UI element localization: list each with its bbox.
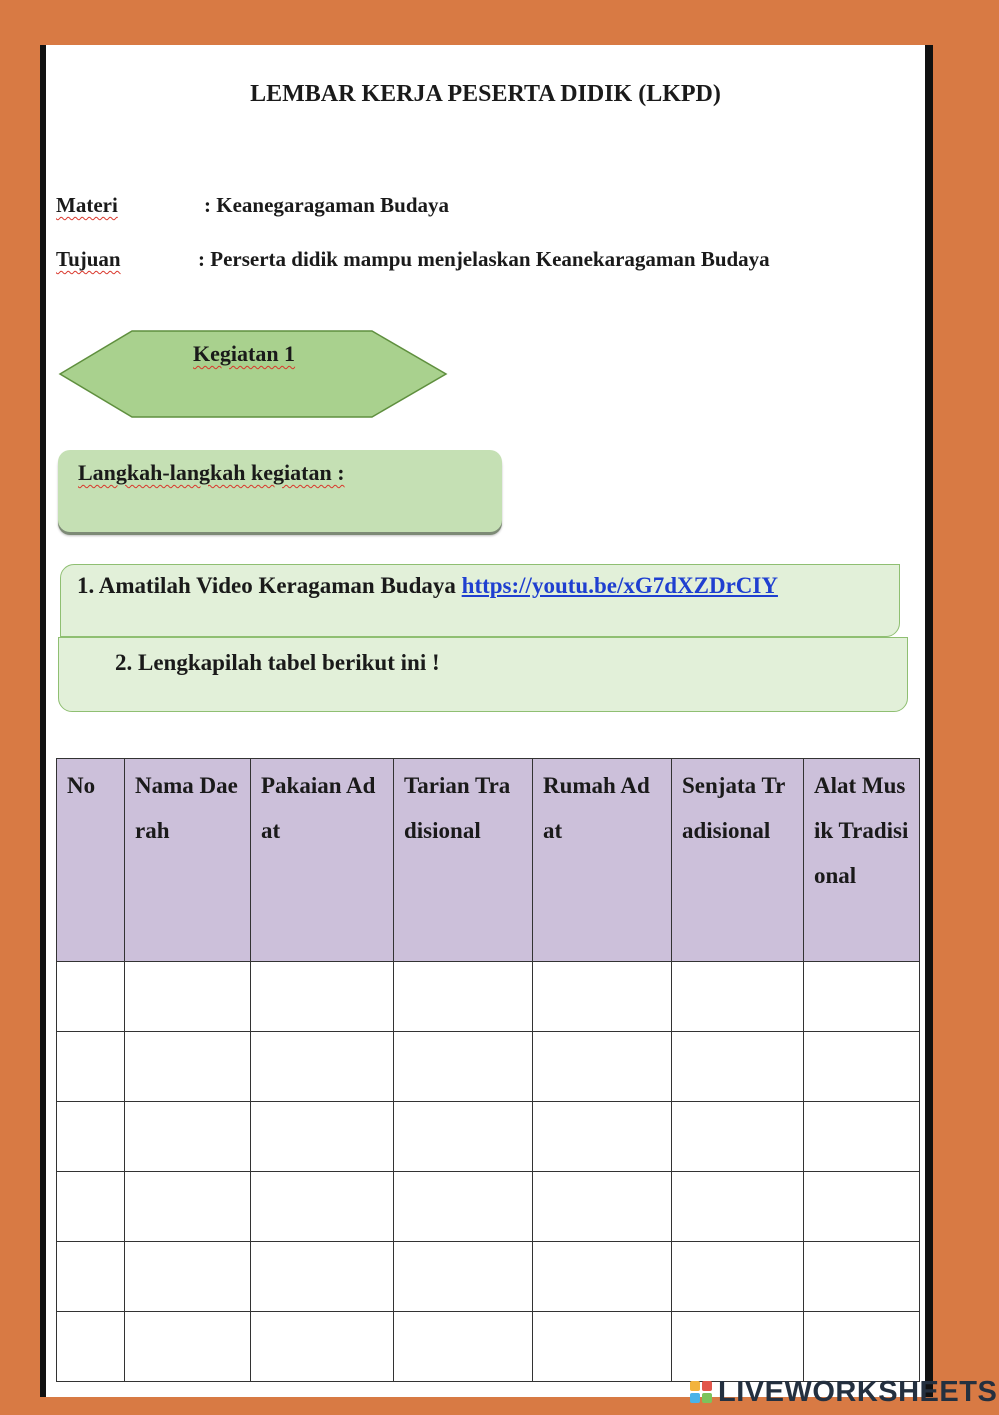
- table-cell[interactable]: [533, 1032, 672, 1102]
- header-alat-musik-tradisional: Alat Musik Tradisional: [804, 759, 920, 962]
- table-cell[interactable]: [672, 962, 804, 1032]
- table-cell[interactable]: [394, 962, 533, 1032]
- steps-header-box: [58, 450, 502, 532]
- table-cell[interactable]: [672, 1032, 804, 1102]
- table-cell[interactable]: [251, 1172, 394, 1242]
- steps-header-text: Langkah-langkah kegiatan :: [78, 460, 345, 485]
- step-1: [77, 573, 778, 599]
- table-cell[interactable]: [57, 962, 125, 1032]
- step-2-box: [58, 637, 908, 712]
- kegiatan-label: Kegiatan 1: [193, 341, 296, 366]
- header-no: No: [57, 759, 125, 962]
- step-2-text: 2. Lengkapilah tabel berikut ini !: [115, 650, 440, 675]
- table-cell[interactable]: [125, 1102, 251, 1172]
- table-cell[interactable]: [533, 1242, 672, 1312]
- table-cell[interactable]: [57, 1102, 125, 1172]
- table-cell[interactable]: [251, 1032, 394, 1102]
- table-row: [57, 1032, 920, 1102]
- header-rumah-adat: Rumah Adat: [533, 759, 672, 962]
- table-cell[interactable]: [251, 1312, 394, 1382]
- header-senjata-tradisional: Senjata Tradisional: [672, 759, 804, 962]
- header-nama-daerah: Nama Daerah: [125, 759, 251, 962]
- table-cell[interactable]: [125, 1312, 251, 1382]
- table-cell[interactable]: [394, 1032, 533, 1102]
- table-cell[interactable]: [672, 1242, 804, 1312]
- table-cell[interactable]: [672, 1172, 804, 1242]
- table-cell[interactable]: [125, 1172, 251, 1242]
- table-row: [57, 1242, 920, 1312]
- table-cell[interactable]: [57, 1032, 125, 1102]
- step-1-box: [60, 564, 900, 637]
- table-cell[interactable]: [804, 1242, 920, 1312]
- watermark-text: LIVEWORKSHEETS: [718, 1376, 998, 1408]
- table-cell[interactable]: [57, 1242, 125, 1312]
- table-cell[interactable]: [672, 1102, 804, 1172]
- table-cell[interactable]: [125, 962, 251, 1032]
- step-1-text: 1. Amatilah Video Keragaman Budaya: [77, 573, 462, 598]
- liveworksheets-logo-icon: [690, 1381, 714, 1405]
- table-cell[interactable]: [804, 1102, 920, 1172]
- table-cell[interactable]: [672, 1312, 804, 1382]
- table-cell[interactable]: [533, 962, 672, 1032]
- materi-value: : Keanegaragaman Budaya: [204, 193, 450, 217]
- tujuan-value: : Perserta didik mampu menjelaskan Keanekaragaman Budaya: [198, 247, 770, 271]
- table-header-row: [57, 759, 920, 962]
- liveworksheets-watermark: [690, 1376, 998, 1408]
- kegiatan-hexagon: [58, 329, 448, 421]
- header-tarian-tradisional: Tarian Tradisional: [394, 759, 533, 962]
- table-cell[interactable]: [125, 1032, 251, 1102]
- page-title: LEMBAR KERJA PESERTA DIDIK (LKPD): [250, 81, 721, 107]
- table-cell[interactable]: [804, 1312, 920, 1382]
- table-cell[interactable]: [251, 1242, 394, 1312]
- table-cell[interactable]: [804, 962, 920, 1032]
- worksheet-page: [40, 45, 933, 1397]
- table-cell[interactable]: [394, 1172, 533, 1242]
- table-row: [57, 1312, 920, 1382]
- tujuan-label: Tujuan: [56, 247, 121, 271]
- table-cell[interactable]: [251, 962, 394, 1032]
- table-cell[interactable]: [57, 1312, 125, 1382]
- table-cell[interactable]: [533, 1102, 672, 1172]
- table-cell[interactable]: [394, 1102, 533, 1172]
- table-cell[interactable]: [251, 1102, 394, 1172]
- table-cell[interactable]: [394, 1242, 533, 1312]
- culture-table: [56, 758, 920, 1382]
- table-cell[interactable]: [804, 1032, 920, 1102]
- table-cell[interactable]: [533, 1312, 672, 1382]
- table-row: [57, 1172, 920, 1242]
- table-cell[interactable]: [394, 1312, 533, 1382]
- materi-label: Materi: [56, 193, 118, 217]
- table-cell[interactable]: [57, 1172, 125, 1242]
- header-pakaian-adat: Pakaian Adat: [251, 759, 394, 962]
- video-link[interactable]: https://youtu.be/xG7dXZDrCIY: [461, 573, 778, 598]
- table-row: [57, 1102, 920, 1172]
- table-cell[interactable]: [804, 1172, 920, 1242]
- table-cell[interactable]: [533, 1172, 672, 1242]
- table-row: [57, 962, 920, 1032]
- table-cell[interactable]: [125, 1242, 251, 1312]
